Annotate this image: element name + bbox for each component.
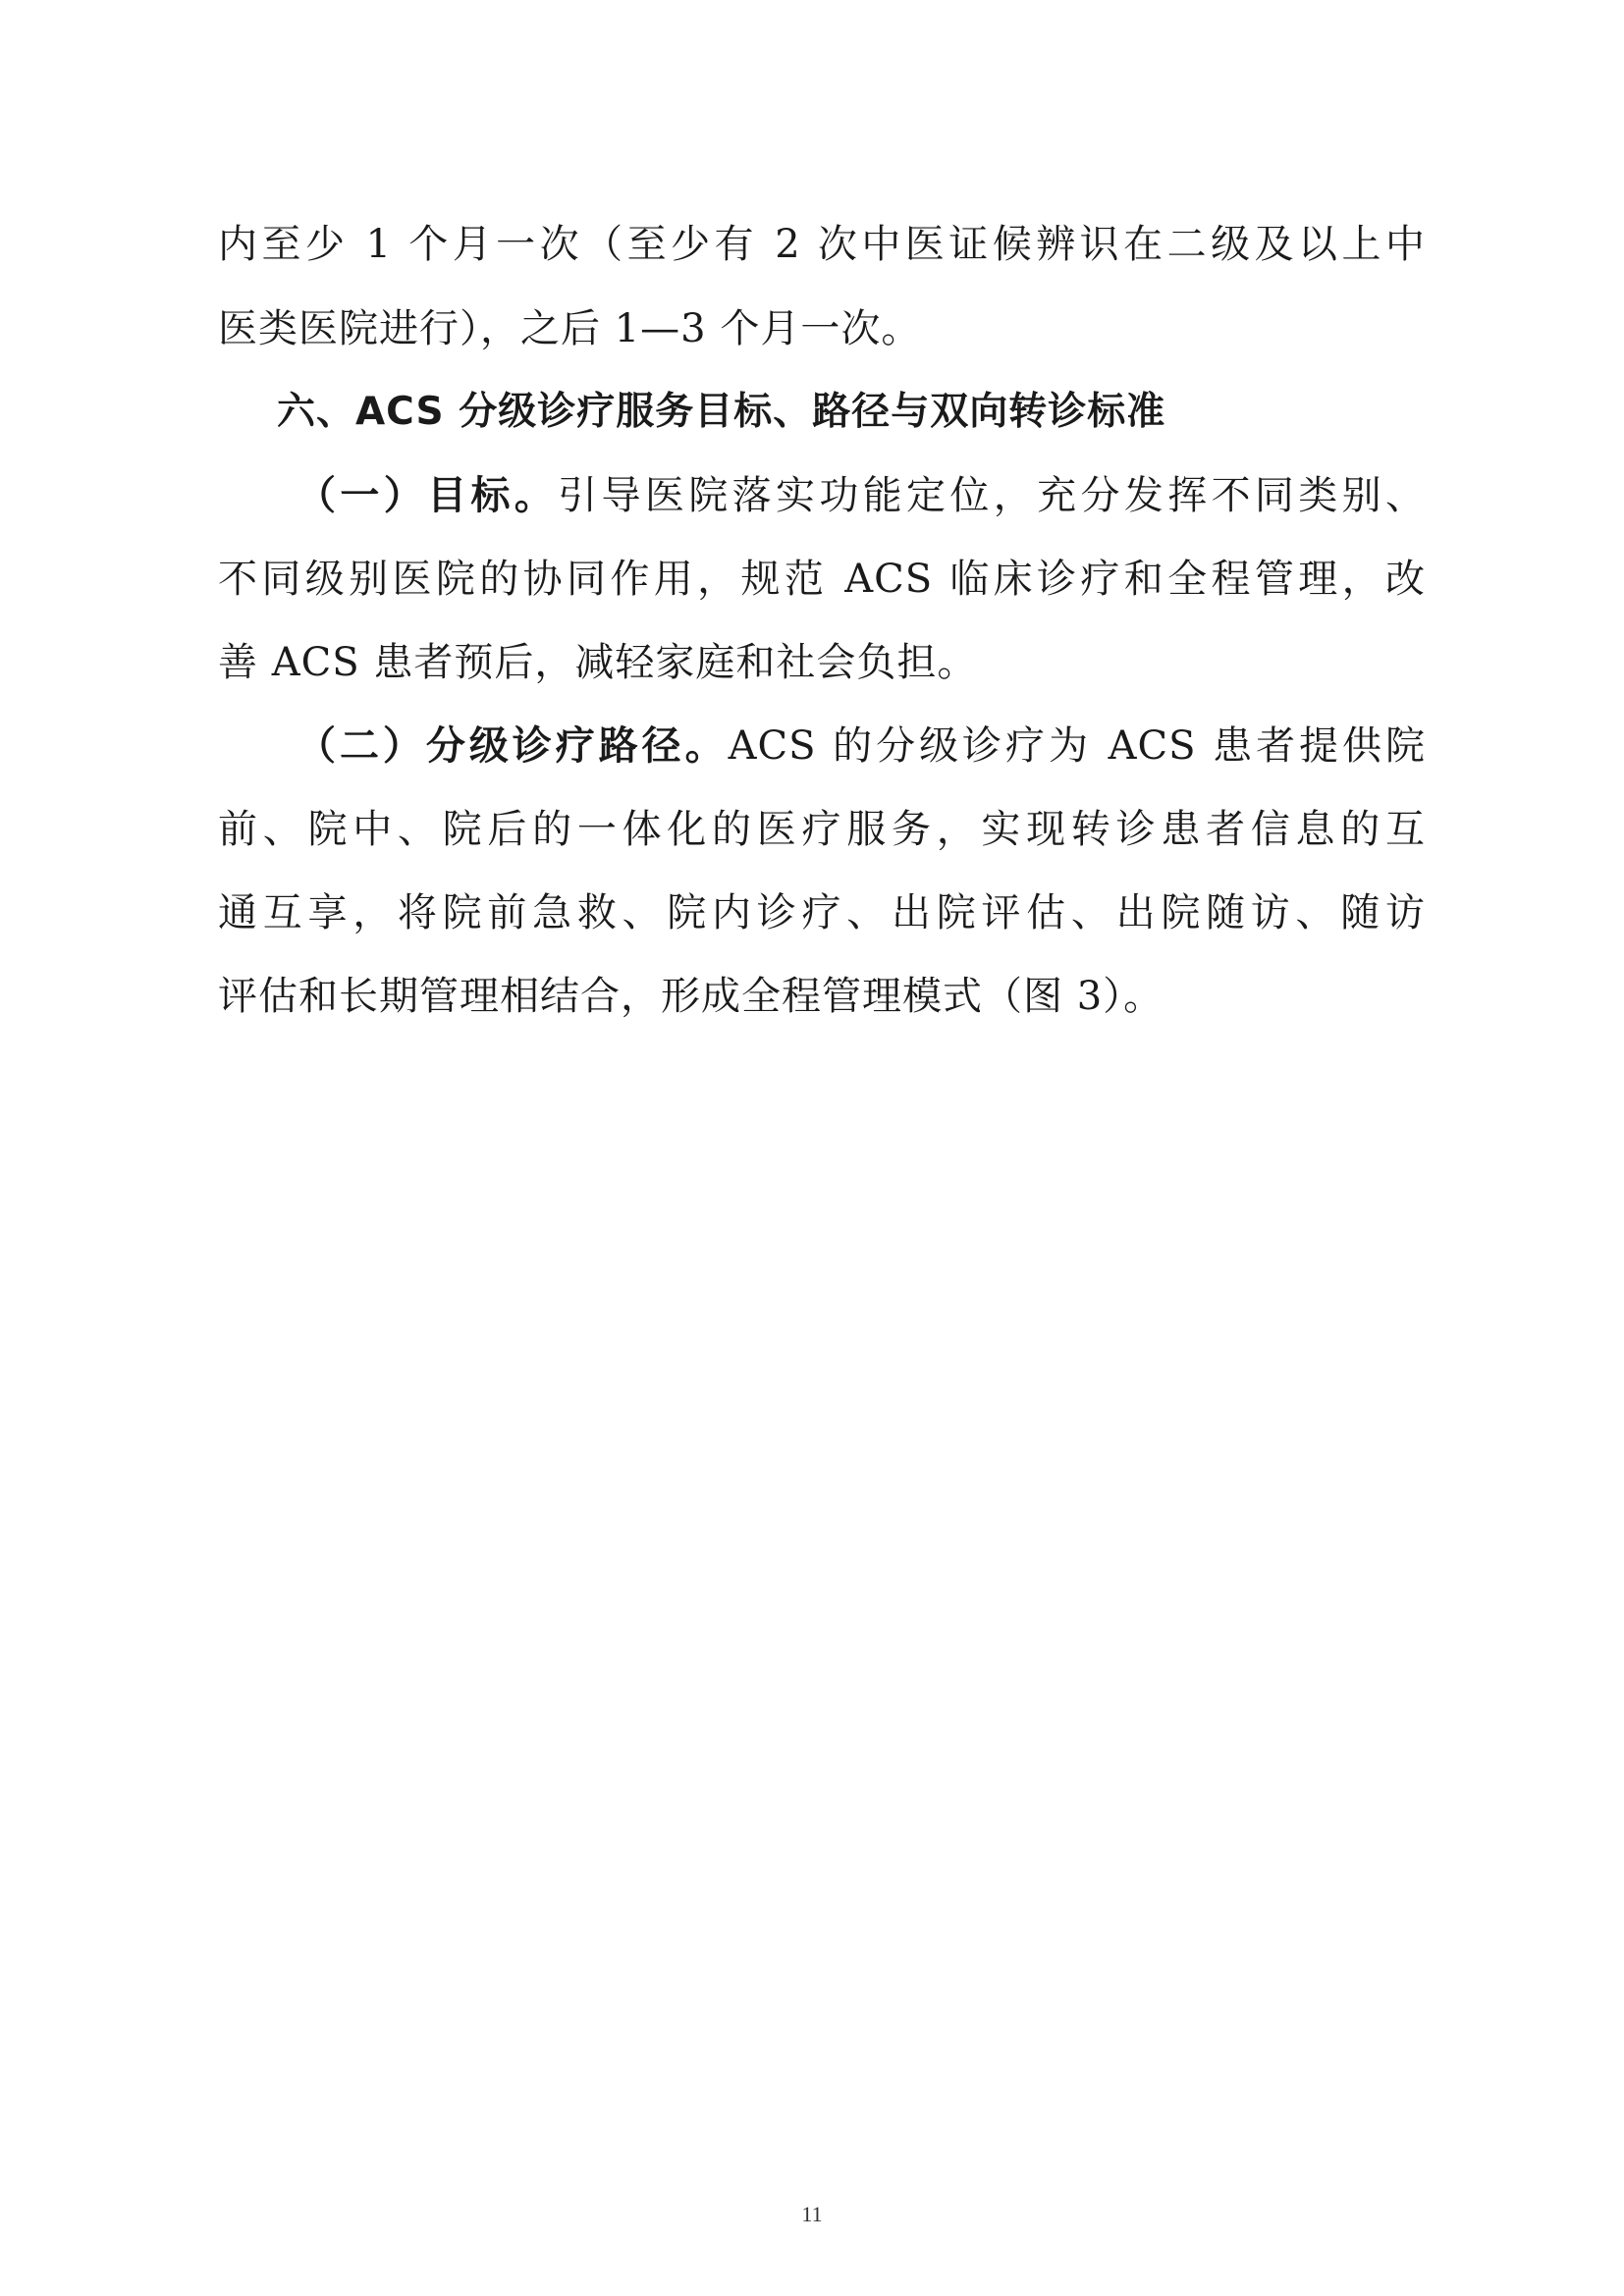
page-number: 11 <box>801 2202 823 2226</box>
goal-line-1 <box>297 461 1426 530</box>
pathway-line-2: 前、院中、院后的一体化的医疗服务，实现转诊患者信息的互 <box>218 807 1426 852</box>
goal-line-3: 善 ACS 患者预后，减轻家庭和社会负担。 <box>218 640 978 685</box>
pathway-text-1: ACS 的分级诊疗为 ACS 患者提供院 <box>728 723 1426 769</box>
section-heading: 六、ACS 分级诊疗服务目标、路径与双向转诊标准 <box>277 390 1166 434</box>
goal-text-1: 引导医院落实功能定位，充分发挥不同类别、 <box>558 473 1427 518</box>
continuation-line-1: 内至少 1 个月一次（至少有 2 次中医证候辨识在二级及以上中 <box>218 222 1426 267</box>
pathway-line-4: 评估和长期管理相结合，形成全程管理模式（图 3）。 <box>218 974 1164 1019</box>
pathway-line-3: 通互享，将院前急救、院内诊疗、出院评估、出院随访、随访 <box>218 890 1426 935</box>
pathway-label: （二）分级诊疗路径。 <box>297 723 729 769</box>
continuation-line-2: 医类医院进行），之后 1—3 个月一次。 <box>218 306 922 351</box>
pathway-line-1 <box>297 712 1426 780</box>
goal-line-2: 不同级别医院的协同作用，规范 ACS 临床诊疗和全程管理，改 <box>218 557 1426 602</box>
goal-label: （一）目标。 <box>297 473 559 518</box>
